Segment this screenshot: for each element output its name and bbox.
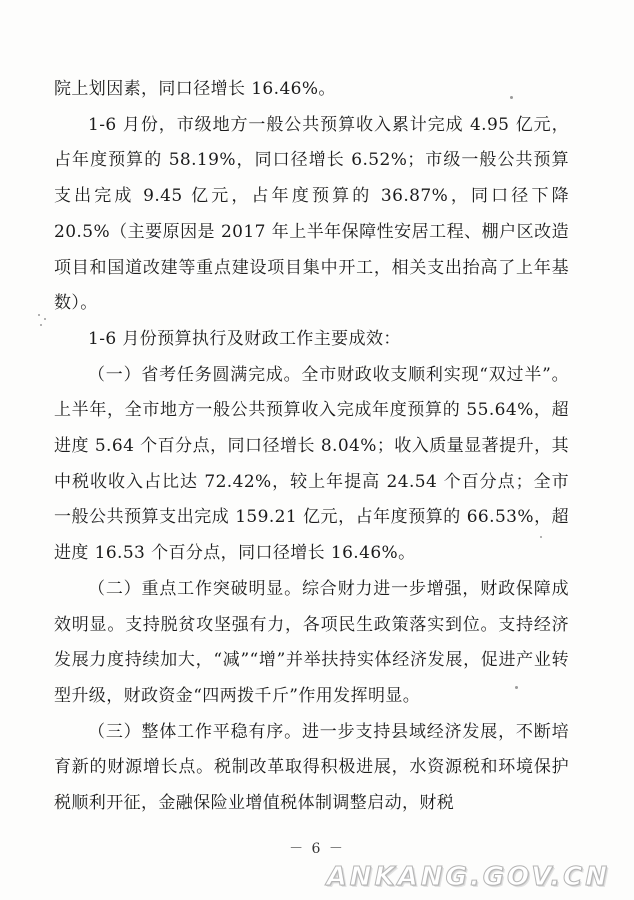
- page-number: － 6 －: [289, 841, 345, 857]
- scan-speck: [44, 318, 46, 320]
- scan-speck: [540, 536, 542, 538]
- paragraph-section-one: （一）省考任务圆满完成。全市财政收支顺利实现“双过半”。上半年，全市地方一般公共预算收入完成年度预算的 55.64%，超进度 5.64 个百分点，同口径增长 8.04%；收入质量显著提升，其中税收收入占比达 72.42%，较上年提高 24.54 个百分点；全市一般公共预算支出完成 159.21 亿元，占年度预算的 66.53%，超进度 16.53 个百分点，同口径增长 16.46%。: [54, 364, 569, 564]
- paragraph-section-three: （三）整体工作平稳有序。进一步支持县域经济发展，不断培育新的财源增长点。税制改革取得积极进展，水资源税和环境保护税顺利开征，金融保险业增值税体制调整启动，财税: [54, 721, 569, 814]
- paragraph-continuation: 院上划因素，同口径增长 16.46%。: [54, 79, 336, 99]
- paragraph-achievements-heading: 1-6 月份预算执行及财政工作主要成效：: [88, 328, 401, 349]
- scan-speck: [510, 96, 513, 99]
- scan-speck: [515, 686, 518, 689]
- paragraph-city-revenue: 1-6 月份，市级地方一般公共预算收入累计完成 4.95 亿元，占年度预算的 58.19%，同口径增长 6.52%；市级一般公共预算支出完成 9.45 亿元，占年度预算的 36.87%，同口径下降 20.5%（主要原因是 2017 年上半年保障性安居工程、棚户区改造项目和国道改建等重点建设项目集中开工，相关支出抬高了上年基数）。: [54, 114, 569, 314]
- body-text: [54, 72, 569, 822]
- site-watermark: ANKANG.GOV.CN: [326, 862, 610, 892]
- paragraph-section-two: （二）重点工作突破明显。综合财力进一步增强，财政保障成效明显。支持脱贫攻坚强有力，各项民生政策落实到位。支持经济发展力度持续加大，“减”“增”并举扶持实体经济发展，促进产业转型升级，财政资金“四两拨千斤”作用发挥明显。: [54, 578, 569, 706]
- scan-speck: [40, 324, 42, 326]
- scan-speck: [38, 314, 40, 316]
